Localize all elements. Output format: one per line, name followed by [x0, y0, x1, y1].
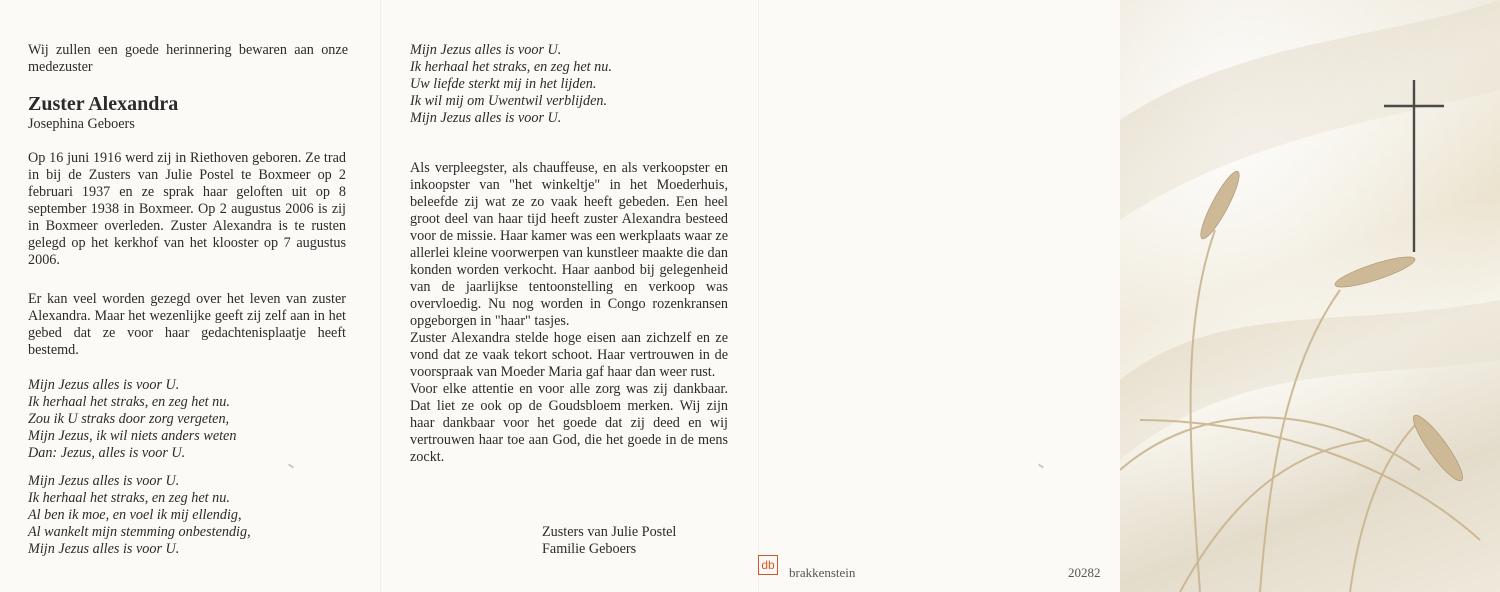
paragraph: Zuster Alexandra stelde hoge eisen aan zichzelf en ze vond dat ze vaak tekort schoot. Haar vertrouwen in de voorspraak van Moeder Maria gaf haar dan weer rust.	[410, 330, 728, 380]
signature-line: Familie Geboers	[542, 541, 637, 557]
deceased-name: Zuster Alexandra	[28, 93, 179, 115]
paper-mark	[1038, 463, 1044, 468]
poem-line: Ik herhaal het straks, en zeg het nu.	[410, 59, 612, 75]
card-code: 20282	[1068, 565, 1101, 580]
paragraph: Als verpleegster, als chauffeuse, en als verkoopster en inkoopster van "het winkeltje" in het Moederhuis, beleefde zij wat ze zo vaak heeft gebeden. Een heel groot deel van haar tijd heeft zuster Alexandra besteed voor de missie. Haar kamer was een werkplaats waar ze allerlei kleine voorwerpen van kunstleer maakte die dan konden worden verkocht. Haar aanbod bij gelegenheid van de jaarlijkse tentoonstelling en verkoop was overvloedig. Nu nog worden in Congo rozenkransen opgeborgen in "haar" tasjes.	[410, 160, 728, 329]
poem-line: Ik herhaal het straks, en zeg het nu.	[28, 490, 230, 506]
poem-line: Mijn Jezus alles is voor U.	[28, 377, 180, 393]
publisher-logo: db	[758, 555, 778, 575]
paragraph: Voor elke attentie en voor alle zorg was zij dankbaar. Dat liet ze ook op de Goudsbloem merken. Wij zijn haar dankbaar voor het goede dat zij deed en wij vertrouwen haar toe aan God, die het goede in de mens zockt.	[410, 381, 728, 465]
poem-line: Mijn Jezus alles is voor U.	[410, 42, 562, 58]
panel-middle	[380, 0, 758, 592]
poem-stanza-2	[28, 473, 251, 558]
poem-stanza-3	[410, 42, 612, 127]
signature-line: Zusters van Julie Postel	[542, 524, 677, 540]
poem-line: Al wankelt mijn stemming onbestendig,	[28, 524, 251, 540]
panel-left	[0, 0, 380, 592]
poem-line: Ik wil mij om Uwentwil verblijden.	[410, 93, 608, 109]
poem-line: Uw liefde sterkt mij in het lijden.	[410, 76, 597, 92]
poem-line: Zou ik U straks door zorg vergeten,	[28, 411, 230, 427]
cover-illustration	[1120, 0, 1500, 592]
paper-mark	[288, 463, 294, 468]
reflection: Er kan veel worden gezegd over het leven van zuster Alexandra. Maar het wezenlijke geeft zij zelf aan in het gebed dat ze voor haar gedachtenisplaatje heeft bestemd.	[28, 291, 346, 358]
wheat-illustration	[1120, 0, 1500, 592]
poem-line: Ik herhaal het straks, en zeg het nu.	[28, 394, 230, 410]
intro-text: Wij zullen een goede herinnering bewaren aan onze medezuster	[28, 42, 348, 75]
poem-line: Dan: Jezus, alles is voor U.	[28, 445, 186, 461]
poem-line: Mijn Jezus alles is voor U.	[28, 473, 180, 489]
panel-blank	[758, 0, 1120, 592]
poem-line: Al ben ik moe, en voel ik mij ellendig,	[28, 507, 242, 523]
poem-line: Mijn Jezus alles is voor U.	[28, 541, 180, 557]
poem-stanza-1	[28, 377, 236, 462]
poem-line: Mijn Jezus, ik wil niets anders weten	[28, 428, 237, 444]
poem-line: Mijn Jezus alles is voor U.	[410, 110, 562, 126]
publisher-name: brakkenstein	[789, 565, 856, 580]
given-name: Josephina Geboers	[28, 116, 135, 132]
biography: Op 16 juni 1916 werd zij in Riethoven geboren. Ze trad in bij de Zusters van Julie Postel te Boxmeer op 2 februari 1937 en ze sprak haar geloften uit op 8 september 1938 in Boxmeer. Op 2 augustus 2006 is zij in Boxmeer overleden. Zuster Alexandra is te rusten gelegd op het kerkhof van het klooster op 7 augustus 2006.	[28, 150, 346, 268]
life-work-text	[410, 160, 728, 466]
signature	[542, 524, 676, 558]
